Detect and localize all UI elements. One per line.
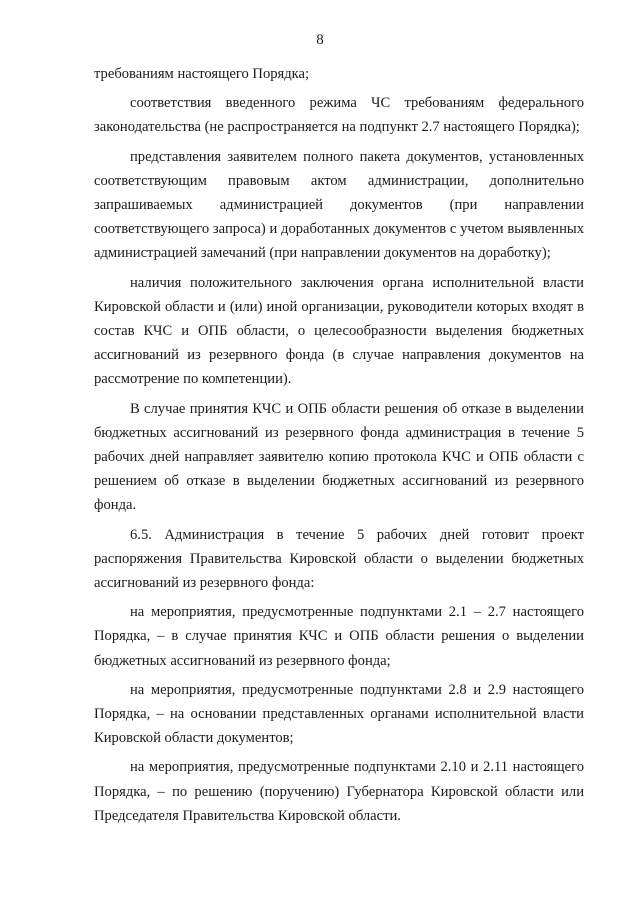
paragraph-subitems-2-8-2-9: на мероприятия, предусмотренные подпунктами 2.8 и 2.9 настоящего Порядка, – на основании представленных органами исполнительной власти Кировской области документов;	[94, 681, 584, 747]
paragraph-continuation: требованиям настоящего Порядка;	[94, 66, 310, 82]
paragraph-refusal: В случае принятия КЧС и ОПБ области решения об отказе в выделении бюджетных ассигнований из резервного фонда администрация в течение 5 рабочих дней направляет заявителю копию протокола КЧС и ОПБ области с решением об отказе в выделении бюджетных ассигнований из резервного фонда.	[94, 400, 584, 514]
paragraph-section-6-5: 6.5. Администрация в течение 5 рабочих дней готовит проект распоряжения Правительства Кировской области о выделении бюджетных ассигнований из резервного фонда:	[94, 526, 584, 592]
paragraph-subitems-2-10-2-11: на мероприятия, предусмотренные подпунктами 2.10 и 2.11 настоящего Порядка, – по решению (поручению) Губернатора Кировской области или Председателя Правительства Кировской области.	[94, 759, 584, 824]
page-number: 8	[316, 32, 324, 48]
paragraph-documents-package: представления заявителем полного пакета документов, установленных соответствующим правовым актом администрации, дополнительно запрашиваемых администрацией документов (при направлении соответствующего запроса) и доработанных документов с учетом выявленных администрацией замечаний (при направлении документов на доработку);	[94, 148, 584, 262]
document-body	[94, 62, 584, 833]
paragraph-emergency-regime: соответствия введенного режима ЧС требованиям федерального законодательства (не распространяется на подпункт 2.7 настоящего Порядка);	[94, 95, 584, 136]
paragraph-subitems-2-1-2-7: на мероприятия, предусмотренные подпунктами 2.1 – 2.7 настоящего Порядка, – в случае принятия КЧС и ОПБ области решения о выделении бюджетных ассигнований из резервного фонда;	[94, 604, 584, 669]
paragraph-positive-conclusion: наличия положительного заключения органа исполнительной власти Кировской области и (или) иной организации, руководители которых входят в состав КЧС и ОПБ области, о целесообразности выделения бюджетных ассигнований из резервного фонда (в случае направления документов на рассмотрение по компетенции).	[94, 274, 584, 388]
